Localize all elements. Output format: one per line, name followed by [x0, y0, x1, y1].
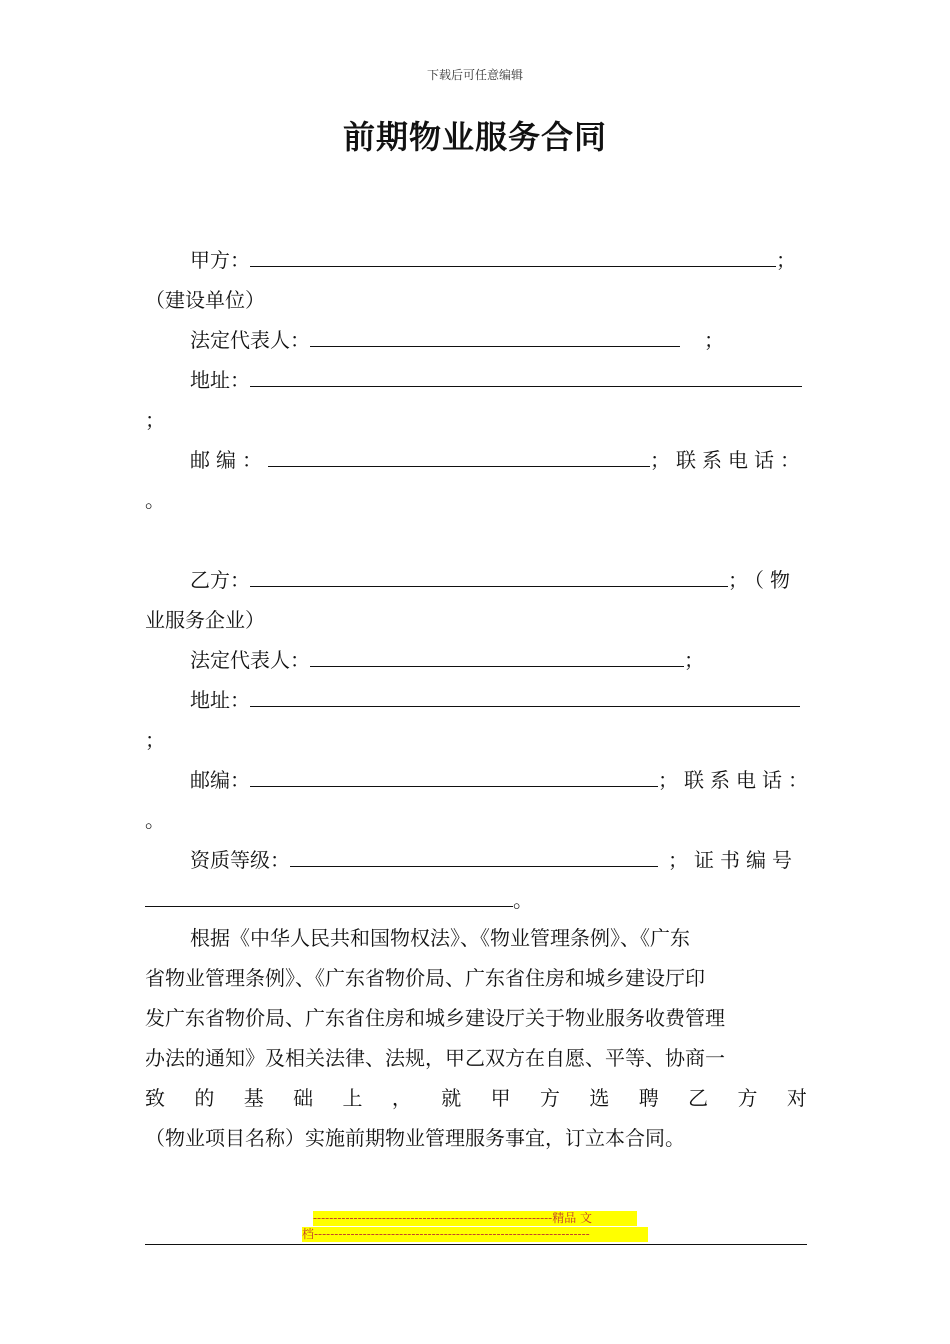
party-b-rep-line: 法定代表人： ；: [190, 648, 704, 672]
party-a-phone-label: ；联系电话：: [650, 448, 806, 472]
party-b-rep-label: 法定代表人：: [190, 648, 310, 672]
party-b-zip-line: [190, 766, 814, 794]
party-b-addr-label: 地址：: [190, 688, 250, 712]
party-a-phone-end: 。: [145, 488, 165, 512]
footer-watermark-2: 档--------------------------------------------------------------------: [302, 1227, 648, 1242]
body-line: 发广东省物价局、广东省住房和城乡建设厅关于物业服务收费管理: [145, 1006, 725, 1030]
body-line: 办法的通知》及相关法律、法规，甲乙双方在自愿、平等、协商一: [145, 1046, 725, 1070]
party-b-phone-label: ；联系电话：: [658, 768, 814, 792]
party-b-addr-end: ；: [145, 728, 165, 752]
body-line: （物业项目名称）实施前期物业管理服务事宜，订立本合同。: [145, 1126, 685, 1150]
body-paragraph: [145, 918, 807, 1158]
header-note: 下载后可任意编辑: [426, 68, 523, 82]
party-a-addr-label: 地址：: [190, 368, 250, 392]
footer-divider: [145, 1244, 807, 1245]
party-b-qual-label: 资质等级：: [190, 848, 290, 872]
body-line: 省物业管理条例》、《广东省物价局、广东省住房和城乡建设厅印: [145, 966, 705, 990]
party-a-line: 甲方： ；: [190, 248, 796, 272]
body-line-spaced: 致 的 基 础 上 ， 就 甲 方 选 聘 乙 方 对: [145, 1086, 807, 1110]
party-a-zip-label: 邮编：: [190, 448, 268, 472]
party-b-zip-blank: [250, 766, 658, 787]
party-b-blank: [250, 566, 728, 587]
party-b-addr-blank: [250, 686, 800, 707]
party-a-addr-line: [190, 366, 802, 394]
party-a-rep-line: 法定代表人： ；: [190, 328, 724, 352]
party-b-rep-blank: [310, 646, 684, 667]
party-b-qual-blank: [290, 846, 658, 867]
party-b-phone-end: 。: [145, 808, 165, 832]
party-b-cert-blank: [145, 886, 513, 907]
party-b-role: 业服务企业）: [145, 608, 265, 632]
party-a-rep-blank: [310, 326, 680, 347]
party-b-qual-line: [190, 846, 798, 874]
party-b-label: 乙方：: [190, 568, 250, 592]
party-b-cert-label: ；证书编号: [668, 848, 798, 872]
party-a-zip-blank: [268, 446, 650, 467]
party-a-blank: [250, 246, 776, 267]
party-a-addr-end: ；: [145, 408, 165, 432]
page-title: 前期物业服务合同: [342, 118, 607, 156]
party-b-zip-label: 邮编：: [190, 768, 250, 792]
party-a-addr-blank: [250, 366, 802, 387]
party-b-addr-line: [190, 686, 800, 714]
party-a-role: （建设单位）: [145, 288, 265, 312]
party-b-cert-line: 。: [145, 886, 533, 914]
footer-watermark-1: -----------------------------------------------------------精品 文: [313, 1211, 637, 1226]
party-a-zip-line: [190, 446, 806, 474]
party-a-rep-label: 法定代表人：: [190, 328, 310, 352]
party-b-line: 乙方： ；（物: [190, 568, 796, 592]
party-a-label: 甲方：: [190, 248, 250, 272]
body-line: 根据《中华人民共和国物权法》、《物业管理条例》、《广东: [190, 926, 690, 950]
